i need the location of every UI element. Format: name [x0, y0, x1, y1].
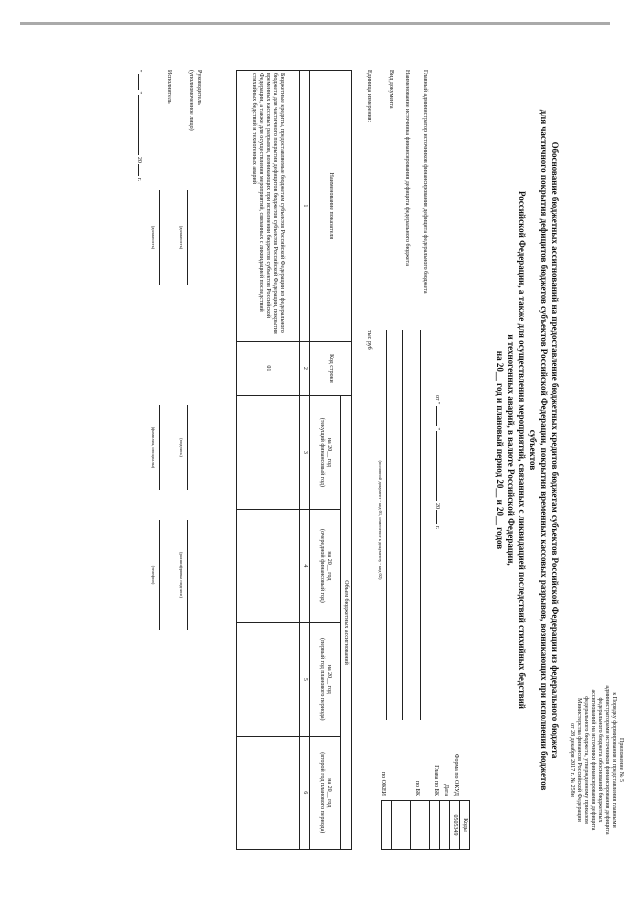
- title-line: Обоснование бюджетных ассигнований на предоставление бюджетных кредитов бюджетам субъектов Российской Федерации из федерального бюджета: [550, 141, 560, 759]
- appendix-block: [568, 640, 624, 880]
- head-label: Руководитель: [196, 70, 202, 105]
- executor-label: Исполнитель: [166, 70, 172, 104]
- col3-header: [310, 396, 341, 510]
- col4-year: на 20__ год: [326, 551, 332, 581]
- document-title: [494, 100, 560, 800]
- appendix-line: ассигнований на источники финансирования дефицита: [590, 689, 596, 831]
- head-signature-line[interactable]: [187, 405, 188, 490]
- date-mid: ": [434, 427, 440, 430]
- code-cell-bk2[interactable]: [411, 801, 430, 850]
- head-transcript-line[interactable]: [187, 520, 188, 630]
- head-signature-caption: (подпись): [179, 438, 184, 457]
- source-label: Наименование источника финансирования дефицита федерального бюджета: [404, 70, 410, 266]
- col-volume-header: Объем бюджетных ассигнований: [341, 396, 352, 850]
- okud-label: Форма по ОКУД: [453, 753, 459, 796]
- sign-date-end: г.: [136, 177, 142, 182]
- appendix-line: федерального бюджета обоснований бюджетных: [597, 697, 603, 823]
- bk2-label: по БК: [414, 780, 420, 796]
- sign-date-year: 20: [136, 156, 142, 163]
- appendix-line: от 28 декабря 2017 г. № 258н: [569, 723, 575, 797]
- col6-header: [310, 736, 341, 849]
- table-row: [237, 71, 300, 850]
- col-code-header: Код строки: [310, 341, 352, 395]
- date-year-end: г.: [434, 525, 440, 530]
- sign-date: [135, 70, 142, 270]
- date-code-label: Дата: [443, 784, 449, 796]
- unit-value: тыс руб: [366, 330, 372, 350]
- appendix-line: Приложение № 5: [618, 738, 624, 782]
- appendix-line: к Порядку формирования и представления главными: [611, 692, 617, 828]
- appendix-line: федерального бюджета, утвержденному приказом: [583, 696, 589, 824]
- executor-fio-caption: (фамилия, инициалы): [151, 426, 156, 469]
- executor-phone-caption: (телефон): [151, 565, 156, 585]
- num-3: 3: [300, 396, 310, 510]
- executor-position-line[interactable]: [159, 190, 160, 285]
- appendix-line: Министерства финансов Российской Федерации: [576, 698, 582, 822]
- codes-table: [381, 800, 470, 850]
- doc-type-label: Вид документа: [388, 70, 394, 109]
- col3-year: на 20__ год: [326, 437, 332, 467]
- row-value-4[interactable]: [237, 509, 300, 623]
- code-cell-bk[interactable]: [430, 801, 440, 850]
- sign-date-mid: ": [136, 91, 142, 94]
- row-value-5[interactable]: [237, 623, 300, 736]
- num-6: 6: [300, 736, 310, 849]
- executor-position-caption: (должность): [151, 225, 156, 250]
- num-4: 4: [300, 509, 310, 623]
- bk-label: Глава по БК: [433, 765, 439, 796]
- scan-margin-line: [20, 22, 610, 25]
- doc-type-hint: (основной документ - код 01, изменение к документу - код 02): [378, 460, 383, 580]
- source-field[interactable]: [402, 330, 403, 720]
- col3-period: (текущий финансовый год): [319, 417, 325, 487]
- executor-fio-line[interactable]: [159, 405, 160, 490]
- code-cell-okei[interactable]: [382, 801, 392, 850]
- code-cell-doc[interactable]: [392, 801, 411, 850]
- col6-period: (второй год планового периода): [319, 752, 325, 834]
- title-line: на 20__ год и плановый период 20__ и 20__ годов: [495, 350, 505, 550]
- num-2: 2: [300, 341, 310, 395]
- num-1: 1: [300, 71, 310, 342]
- col5-period: (первый год планового периода): [319, 638, 325, 721]
- row-code: 01: [237, 341, 300, 395]
- col5-header: [310, 623, 341, 736]
- head-position-line[interactable]: [187, 190, 188, 285]
- col6-year: на 20__ год: [326, 778, 332, 808]
- appendix-line: администраторами источников финансирования дефицита: [604, 685, 610, 835]
- executor-phone-line[interactable]: [159, 520, 160, 630]
- okei-label: по ОКЕИ: [380, 771, 386, 796]
- title-line: и техногенных аварий, в валюте Российской Федерации,: [506, 334, 516, 566]
- code-cell-date[interactable]: [440, 801, 450, 850]
- main-table: [236, 70, 352, 850]
- sign-date-prefix: ": [136, 70, 142, 73]
- col4-period: (очередной финансовый год): [319, 529, 325, 603]
- date-line: [433, 395, 440, 615]
- head-transcript-caption: (расшифровка подписи): [179, 552, 184, 598]
- col5-year: на 20__ год: [326, 664, 332, 694]
- date-prefix: от ": [434, 395, 440, 405]
- head-sub-label: (уполномоченное лицо): [188, 70, 194, 131]
- codes-header: Коды: [460, 801, 470, 850]
- row-description: Бюджетные кредиты, предоставляемые бюджетам субъектов Российской Федерации из федерального бюджета для частичного покрытия дефицитов бюджетов субъектов Российской Федерации, покрытия временных кассовых разрывов, возникающих при исполнении бюджетов субъектов Российской Федерации, а также для осуществления мероприятий, связанных с ликвидацией последствий стихийных бедствий и техногенных аварий: [237, 71, 300, 342]
- row-value-3[interactable]: [237, 396, 300, 510]
- title-line: Российской Федерации, а также для осуществления мероприятий, связанных с ликвидацией последствий стихийных бедствий: [517, 190, 527, 709]
- date-year: 20: [434, 502, 440, 509]
- num-5: 5: [300, 623, 310, 736]
- doc-type-field[interactable]: [386, 330, 387, 720]
- row-value-6[interactable]: [237, 736, 300, 849]
- unit-label: Единица измерения:: [366, 70, 372, 123]
- title-line: для частичного покрытия дефицитов бюджетов субъектов Российской Федерации, покрытия временных кассовых разрывов, возникающих при исполнении бюджетов субъектов: [528, 109, 549, 791]
- col-name-header: Наименование показателя: [310, 71, 352, 342]
- head-position-caption: (должность): [179, 225, 184, 250]
- col4-header: [310, 509, 341, 623]
- admin-label: Главный администратор источников финансирования дефицита федерального бюджета: [422, 70, 428, 294]
- admin-field[interactable]: [420, 330, 421, 720]
- okud-value: 0505349: [450, 801, 460, 850]
